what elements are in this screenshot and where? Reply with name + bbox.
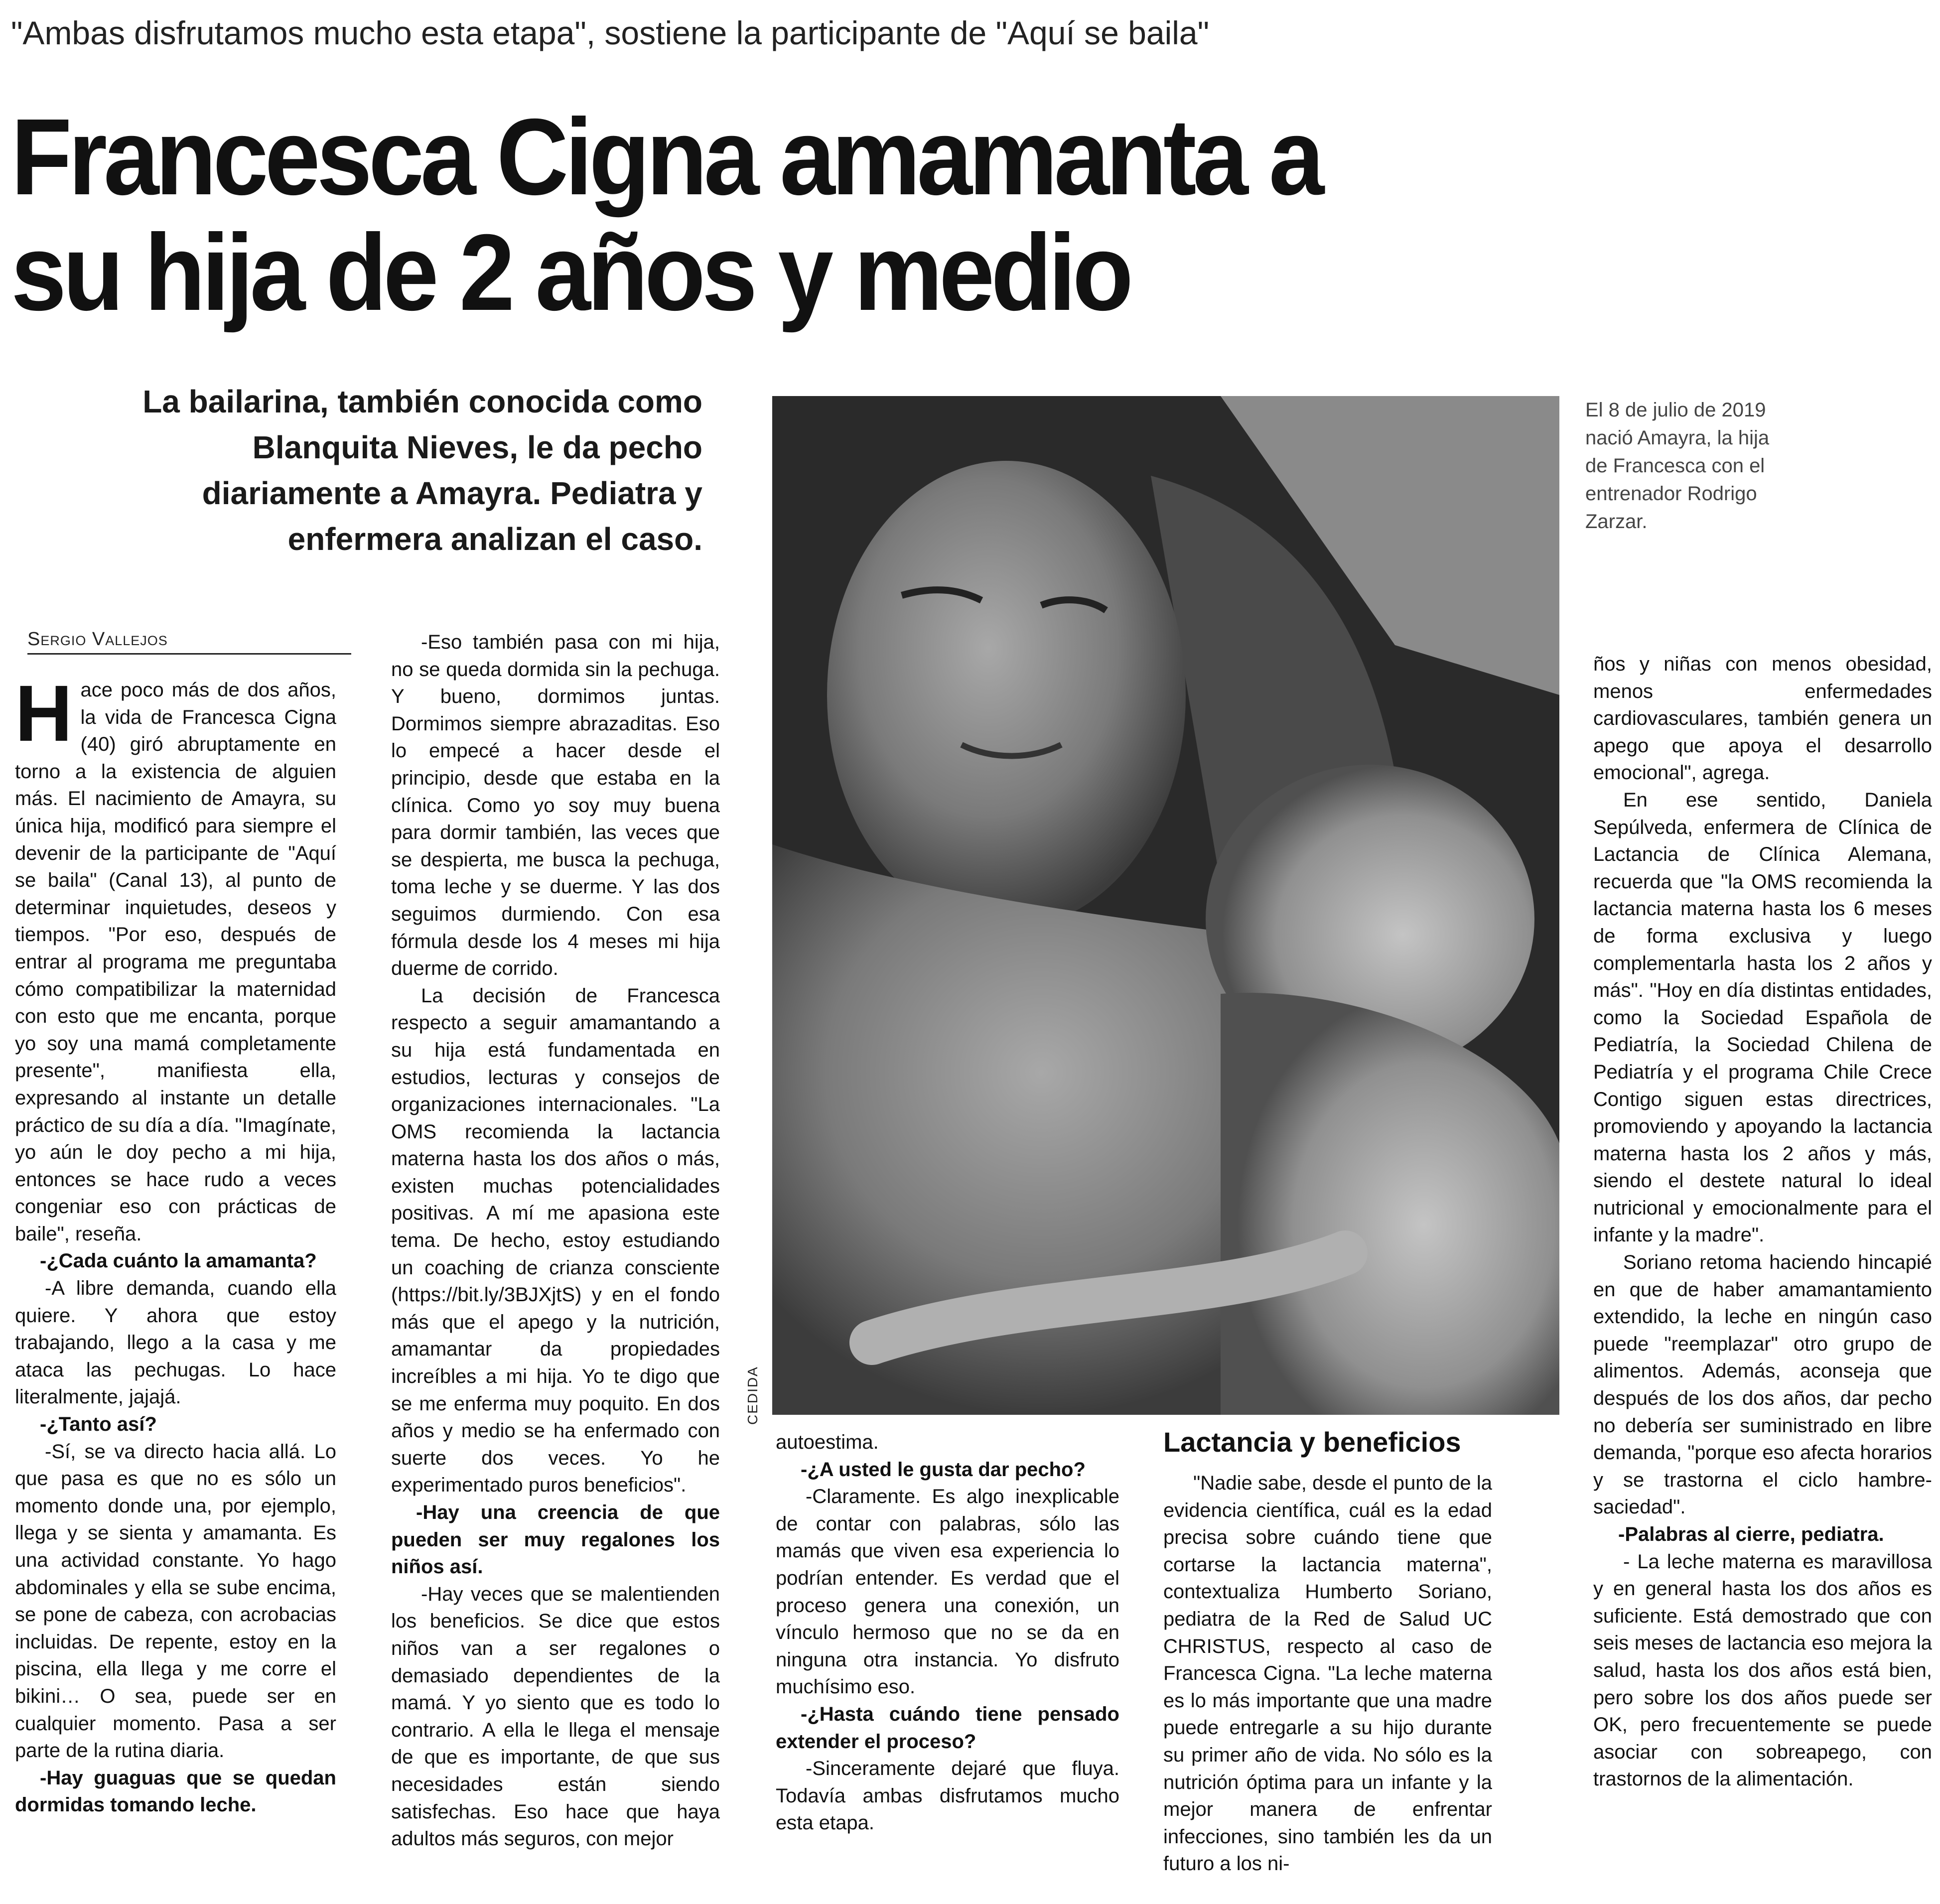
deck-line: diariamente a Amayra. Pediatra y bbox=[202, 475, 702, 511]
article-column-5 bbox=[1593, 651, 1932, 1793]
photo-credit: CEDIDA bbox=[745, 1366, 760, 1425]
interview-question: -¿Tanto así? bbox=[40, 1413, 157, 1436]
photo-illustration bbox=[772, 396, 1559, 1415]
interview-question: -Palabras al cierre, pediatra. bbox=[1618, 1523, 1884, 1545]
article-column-3 bbox=[776, 1429, 1119, 1837]
caption-line: entrenador Rodrigo bbox=[1585, 483, 1757, 505]
paragraph: En ese sentido, Daniela Sepúlveda, enfermera de Clínica de Lactancia de Clínica Alemana, recuerda que "la OMS recomienda la lactancia materna hasta los 6 meses de forma exclusiva y luego complementarla hasta los 2 años y más". "Hoy en día distintas entidades, como la Sociedad Española de Pediatría, la Sociedad Chilena de Pediatría y el programa Chile Crece Contigo siguen estas directrices, promoviendo y apoyando la lactancia materna hasta los 2 años y más, siendo el destete natural lo ideal nutricional y emocionalmente para el infante y la madre". bbox=[1593, 789, 1932, 1246]
article-column-2 bbox=[391, 629, 720, 1853]
interview-question: -Hay una creencia de que pueden ser muy regalones los niños así. bbox=[391, 1501, 720, 1578]
paragraph: -Claramente. Es algo inexplicable de contar con palabras, sólo las mamás que viven esa experiencia lo podrían entender. Es verdad que el proceso genera una conexión, un vínculo hermoso que no se da en ninguna otra instancia. Yo disfruto muchísimo eso. bbox=[776, 1486, 1119, 1698]
caption-line: Zarzar. bbox=[1585, 511, 1648, 533]
paragraph: -Sí, se va directo hacia allá. Lo que pasa es que no es sólo un momento donde una, por ejemplo, llega y se sienta y amamanta. Es una actividad constante. Yo hago abdominales y ella se sube encima, se pone de cabeza, con acrobacias incluidas. De repente, estoy en la piscina, ella llega y me corre el bikini… O sea, puede ser en cualquier momento. Pasa a ser parte de la rutina diaria. bbox=[15, 1440, 336, 1762]
article-column-1 bbox=[15, 669, 336, 1819]
paragraph: ace poco más de dos años, la vida de Francesca Cigna (40) giró abruptamente en torno a la existencia de alguien más. El nacimiento de Amayra, su única hija, modificó para siempre el devenir de la participante de "Aquí se baila" (Canal 13), al punto de determinar inquietudes, deseos y tiempos. "Por eso, después de entrar al programa me preguntaba cómo compatibilizar la maternidad con esto que me encanta, porque yo soy una mamá completamente presente", manifiesta ella, expresando al instante un detalle práctico de su día a día. "Imagínate, yo aún le doy pecho a mi hija, entonces se hace rudo a veces congeniar eso con prácticas de baile", reseña. bbox=[15, 679, 336, 1245]
deck-line: Blanquita Nieves, le da pecho bbox=[252, 429, 702, 465]
headline bbox=[11, 97, 1321, 333]
paragraph: -Eso también pasa con mi hija, no se queda dormida sin la pechuga. Y bueno, dormimos juntas. Dormimos siempre abrazaditas. Eso lo empecé a hacer desde el principio, desde que estaba en la clínica. Como yo soy muy buena para dormir también, las veces que se despierta, me busca la pechuga, toma leche y se duerme. Y las dos seguimos durmiendo. Con esa fórmula desde los 4 meses mi hija duerme de corrido. bbox=[391, 631, 720, 980]
photo bbox=[772, 396, 1559, 1415]
paragraph: La decisión de Francesca respecto a seguir amamantando a su hija está fundamentada en estudios, lecturas y consejos de organizaciones internacionales. "La OMS recomienda la lactancia materna hasta los dos años o más, existen muchas potencialidades positivas. A mí me apasiona este tema. De hecho, estoy estudiando un coaching de crianza consciente (https://bit.ly/3BJXjtS) y en el fondo más que el apego y la nutrición, amamantar da propiedades increíbles a mi hija. Yo te digo que se me enferma muy poquito. En dos años y medio se ha enfermado con suerte dos veces. Yo he experimentado puros beneficios". bbox=[391, 984, 720, 1496]
deck-line: enfermera analizan el caso. bbox=[287, 521, 702, 557]
interview-question: -¿Cada cuánto la amamanta? bbox=[40, 1250, 317, 1272]
caption-line: de Francesca con el bbox=[1585, 455, 1765, 477]
deck-line: La bailarina, también conocida como bbox=[142, 384, 702, 419]
paragraph: "Nadie sabe, desde el punto de la evidencia científica, cuál es la edad precisa sobre cuándo tiene que cortarse la lactancia materna", contextualiza Humberto Soriano, pediatra de la Red de Salud UC CHRISTUS, respecto al caso de Francesca Cigna. "La leche materna es lo más importante que una madre puede entregarle a su hijo durante su primer año de vida. No sólo es la nutrición óptima para un infante y la mejor manera de enfrentar infecciones, sino también les da un futuro a los ni- bbox=[1163, 1472, 1492, 1875]
paragraph: -Hay veces que se malentienden los beneficios. Se dice que estos niños van a ser regalones o demasiado dependientes de la mamá. Y yo siento que es todo lo contrario. A ella le llega el mensaje de que es importante, de que sus necesidades están siendo satisfechas. Eso hace que haya adultos más seguros, con mejor bbox=[391, 1583, 720, 1850]
paragraph: - La leche materna es maravillosa y en general hasta los dos años es suficiente. Está demostrado que con seis meses de lactancia eso mejora la salud, hasta los dos años está bien, pero sobre los dos años puede ser OK, pero frecuentemente se puede asociar con sobreapego, con trastornos de la alimentación. bbox=[1593, 1550, 1932, 1790]
caption-line: nació Amayra, la hija bbox=[1585, 427, 1770, 449]
drop-cap: H bbox=[15, 669, 73, 758]
headline-line: Francesca Cigna amamanta a bbox=[11, 97, 1321, 218]
caption-line: El 8 de julio de 2019 bbox=[1585, 399, 1766, 421]
paragraph: -A libre demanda, cuando ella quiere. Y ahora que estoy trabajando, llego a la casa y me ataca las pechugas. Lo hace literalmente, jajajá. bbox=[15, 1277, 336, 1408]
interview-question: -¿A usted le gusta dar pecho? bbox=[801, 1458, 1086, 1481]
interview-question: -Hay guaguas que se quedan dormidas tomando leche. bbox=[15, 1767, 336, 1816]
paragraph: ños y niñas con menos obesidad, menos enfermedades cardiovasculares, también genera un apego que apoya el desarrollo emocional", agrega. bbox=[1593, 653, 1932, 784]
interview-question: -¿Hasta cuándo tiene pensado extender el proceso? bbox=[776, 1703, 1119, 1753]
photo-caption bbox=[1585, 396, 1795, 536]
kicker: "Ambas disfrutamos mucho esta etapa", sostiene la participante de "Aquí se baila" bbox=[11, 14, 1210, 51]
paragraph: -Sinceramente dejaré que fluya. Todavía ambas disfrutamos mucho esta etapa. bbox=[776, 1758, 1119, 1834]
article-column-4 bbox=[1163, 1470, 1492, 1878]
byline: Sergio Vallejos bbox=[27, 629, 351, 655]
headline-line: su hija de 2 años y medio bbox=[11, 212, 1130, 333]
deck bbox=[60, 379, 702, 562]
section-subhead: Lactancia y beneficios bbox=[1163, 1426, 1461, 1458]
paragraph: Soriano retoma haciendo hincapié en que de haber amamantamiento extendido, la leche en ningún caso puede "reemplazar" otro grupo de alimentos. Además, aconseja que después de los dos años, dar pecho no debería ser suministrado en libre demanda, "porque eso afecta horarios y se trastorna el ciclo hambre-saciedad". bbox=[1593, 1251, 1932, 1518]
paragraph: autoestima. bbox=[776, 1431, 879, 1453]
